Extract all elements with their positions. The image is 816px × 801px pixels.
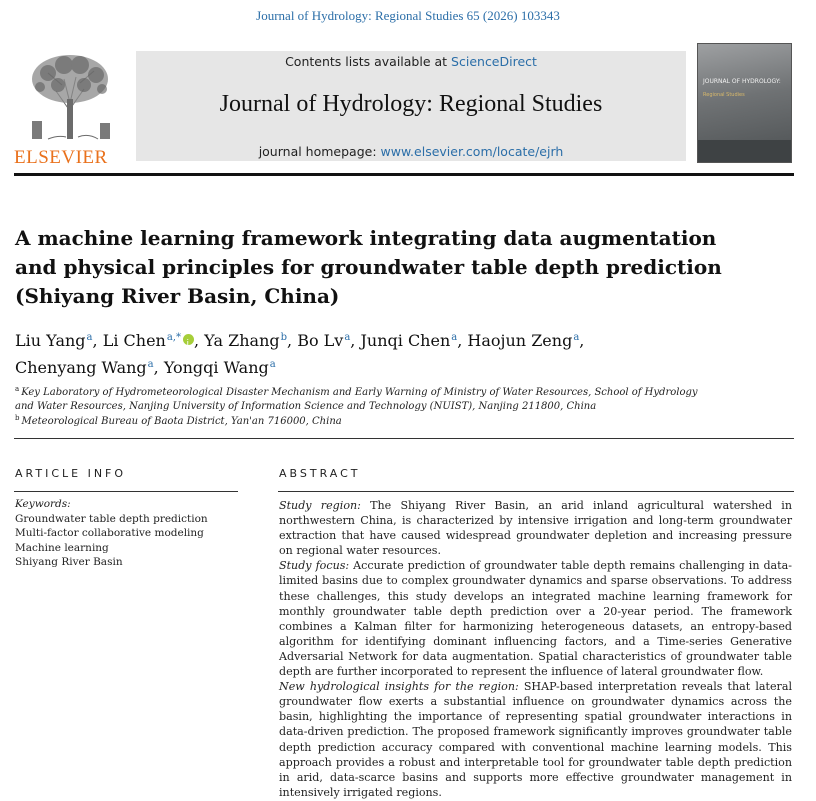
author[interactable]: Ya Zhang$^b$ bbox=[204, 331, 288, 350]
keyword-item: Multi-factor collaborative modeling bbox=[15, 527, 204, 540]
keywords-list bbox=[15, 512, 235, 569]
abstract-heading: ABSTRACT bbox=[279, 467, 361, 480]
author-list: Liu Yang$^a$, Li Chen$^{a,*}$i , Ya Zhang$^b$, Bo Lv$^a$, Junqi Chen$^a$, Haojun Zeng$^a$, Chenyang Wang$^a$, Yongqi Wang$^a$ bbox=[15, 326, 755, 380]
journal-banner bbox=[136, 51, 686, 161]
affiliation-a bbox=[15, 382, 715, 414]
abstract-paragraph bbox=[279, 679, 792, 800]
author-affil-mark[interactable]: a bbox=[147, 359, 154, 370]
affiliation-b bbox=[15, 411, 715, 429]
author[interactable]: Liu Yang$^a$ bbox=[15, 331, 93, 350]
orcid-icon[interactable] bbox=[183, 334, 194, 345]
elsevier-tree-icon bbox=[18, 51, 122, 141]
abstract-text: The Shiyang River Basin, an arid inland agricultural watershed in northwestern China, is characterized by intensive irrigation and long-term groundwater extraction that have caused widespread groundwater depletion and increasing pressure on regional water resources. bbox=[279, 499, 792, 558]
journal-header bbox=[14, 43, 794, 166]
affiliation-mark: b bbox=[15, 414, 20, 422]
author-affil-mark[interactable]: a bbox=[344, 332, 351, 343]
contents-prefix: Contents lists available at bbox=[285, 54, 452, 69]
article-title: A machine learning framework integrating data augmentation and physical principles for groundwater table depth prediction (Shiyang River Basin, China) bbox=[15, 226, 722, 308]
abstract-paragraph bbox=[279, 558, 792, 679]
contents-line bbox=[136, 54, 686, 69]
homepage-prefix: journal homepage: bbox=[258, 144, 381, 159]
author-affil-mark[interactable]: b bbox=[280, 332, 288, 343]
abstract-text: Accurate prediction of groundwater table depth remains challenging in data-limited basins due to complex groundwater dynamics and sparse observations. To address these challenges, this study develops an integrated machine learning framework for monthly groundwater table depth prediction over a 20-year period. The framework combines a Kalman filter for harmonizing heterogeneous datasets, an entropy-based algorithm for identifying dominant influencing factors, and a Time-series Generative Adversarial Network for data augmentation. Spatial characteristics of groundwater table depth are further incorporated to represent the influence of lateral groundwater flow. bbox=[279, 559, 792, 679]
author[interactable]: Yongqi Wang$^a$ bbox=[163, 358, 276, 377]
cover-title: JOURNAL OF HYDROLOGY: bbox=[703, 78, 781, 85]
affiliation-text: Key Laboratory of Hydrometeorological Disaster Mechanism and Early Warning of Ministry of Water Resources, School of Hydrology and Water Resources, Nanjing University of Information Science and Technology (NUIST), Nanjing 211800, China bbox=[15, 387, 698, 412]
author[interactable]: Chenyang Wang$^a$ bbox=[15, 358, 154, 377]
keyword-item: Shiyang River Basin bbox=[15, 555, 123, 568]
author-affil-mark[interactable]: a bbox=[269, 359, 276, 370]
abstract-text: SHAP-based interpretation reveals that lateral groundwater flow exerts a substantial influence on groundwater dynamics across the basin, highlighting the importance of representing spatial groundwater interactions in data-driven prediction. The proposed framework significantly improves groundwater table depth prediction accuracy compared with conventional machine learning models. This approach provides a robust and interpretable tool for groundwater table depth prediction in arid, data-scarce basins and supports more effective groundwater management in intensively irrigated regions. bbox=[279, 680, 792, 799]
journal-citation[interactable]: Journal of Hydrology: Regional Studies 65 (2026) 103343 bbox=[256, 8, 560, 23]
abstract-lead: Study focus: bbox=[279, 559, 350, 573]
abstract-rule bbox=[278, 491, 794, 492]
section-divider bbox=[14, 438, 794, 439]
abstract-lead: New hydrological insights for the region: bbox=[279, 680, 519, 694]
author-affil-mark[interactable]: a bbox=[573, 332, 580, 343]
keyword-item: Groundwater table depth prediction bbox=[15, 513, 208, 525]
author[interactable]: Junqi Chen$^a$ bbox=[360, 331, 458, 350]
header-divider bbox=[14, 173, 794, 176]
homepage-line bbox=[136, 144, 686, 159]
keyword-item: Machine learning bbox=[15, 541, 109, 554]
affiliation-mark: a bbox=[15, 385, 20, 393]
cover-band bbox=[698, 140, 791, 162]
journal-cover[interactable] bbox=[697, 43, 792, 163]
publisher-name: ELSEVIER bbox=[14, 147, 108, 168]
abstract-lead: Study region: bbox=[279, 499, 361, 512]
author[interactable]: Li Chen$^{a,*}$i bbox=[103, 331, 194, 350]
abstract-body bbox=[279, 498, 792, 800]
elsevier-logo[interactable] bbox=[14, 51, 126, 166]
author-affil-mark[interactable]: a bbox=[86, 332, 93, 343]
keywords-label: Keywords: bbox=[15, 498, 71, 510]
author[interactable]: Haojun Zeng$^a$ bbox=[467, 331, 580, 350]
author-affil-mark[interactable]: a bbox=[451, 332, 458, 343]
article-info-heading: ARTICLE INFO bbox=[15, 467, 127, 480]
author[interactable]: Bo Lv$^a$ bbox=[297, 331, 351, 350]
homepage-link[interactable]: www.elsevier.com/locate/ejrh bbox=[380, 144, 564, 159]
journal-name: Journal of Hydrology: Regional Studies bbox=[219, 91, 603, 117]
author-affil-mark[interactable]: a,* bbox=[166, 332, 181, 343]
article-info-rule bbox=[14, 491, 238, 492]
affiliation-text: Meteorological Bureau of Baota District, Yan'an 716000, China bbox=[21, 416, 342, 427]
sciencedirect-link[interactable]: ScienceDirect bbox=[451, 54, 537, 69]
cover-subtitle: Regional Studies bbox=[703, 92, 745, 98]
abstract-paragraph bbox=[279, 498, 792, 558]
